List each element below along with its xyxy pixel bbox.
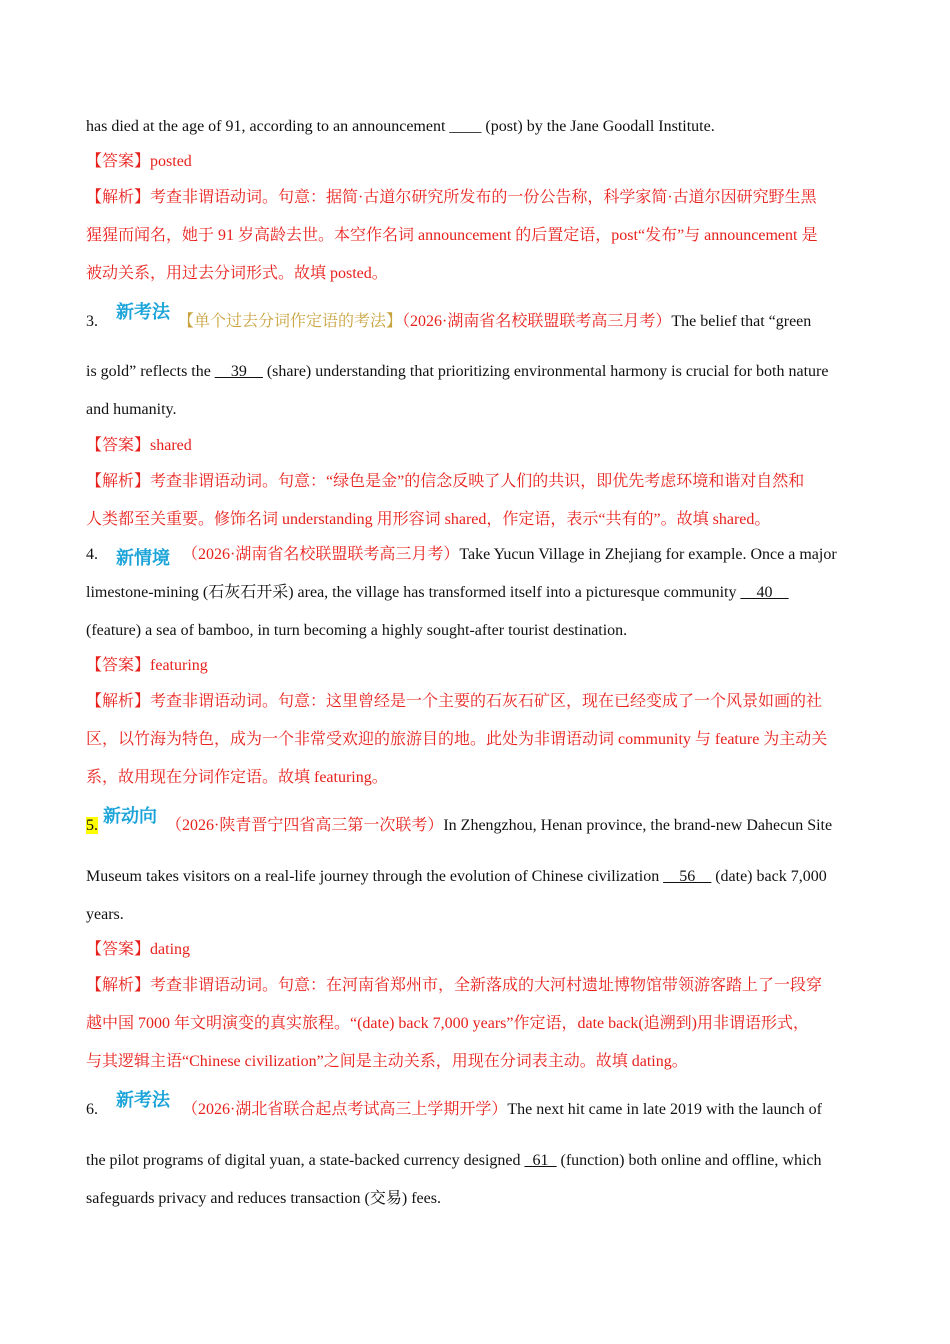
q6-text: the pilot programs of digital yuan, a state-backed currency designed (86, 1152, 525, 1169)
q5-answer (86, 940, 190, 960)
q3-answer (86, 436, 192, 456)
question-source: （2026·陕青晋宁四省高三第一次联考） (166, 817, 444, 834)
q4-answer (86, 656, 208, 676)
q3-line3: and humanity. (86, 401, 177, 418)
answer-value: posted (150, 153, 192, 170)
q4-analysis-2: 区，以竹海为特色，成为一个非常受欢迎的旅游目的地。此处为非谓语动词 community 与 feature 为主动关 (86, 731, 828, 748)
q3-line1 (86, 312, 811, 332)
q6-line3: safeguards privacy and reduces transaction (交易) fees. (86, 1190, 441, 1207)
question-tag: 【单个过去分词作定语的考法】 (178, 313, 403, 330)
q4-line3: (feature) a sea of bamboo, in turn becoming a highly sought-after tourist destination. (86, 622, 628, 639)
new-trend-badge: 新动向 (103, 802, 157, 828)
question-number: 3. (86, 313, 98, 330)
answer-blank: __40__ (740, 584, 789, 601)
question-source: （2026·湖南省名校联盟联考高三月考） (182, 546, 460, 563)
new-method-badge: 新考法 (116, 298, 170, 324)
q3-analysis-2: 人类都至关重要。修饰名词 understanding 用形容词 shared，作定语，表示“共有的”。故填 shared。 (86, 511, 771, 528)
q5-text: In Zhengzhou, Henan province, the brand-new Dahecun Site (443, 817, 833, 834)
q5-line3: years. (86, 906, 124, 923)
q2-text: has died at the age of 91, according to an announcement ____ (post) by the Jane Goodall Institute. (86, 118, 715, 135)
q3-analysis-1: 【解析】考查非谓语动词。句意：“绿色是金”的信念反映了人们的共识，即优先考虑环境和谐对自然和 (86, 473, 805, 490)
q3-line2 (86, 362, 828, 382)
q5-analysis-3: 与其逻辑主语“Chinese civilization”之间是主动关系，用现在分词表主动。故填 dating。 (86, 1053, 688, 1070)
q3-text: (share) understanding that prioritizing environmental harmony is crucial for both nature (262, 363, 829, 380)
q6-line1 (86, 1100, 822, 1120)
q2-analysis-2: 猩猩而闻名，她于 91 岁高龄去世。本空作名词 announcement 的后置定语，post“发布”与 announcement 是 (86, 227, 818, 244)
q5-text: Museum takes visitors on a real-life journey through the evolution of Chinese civilization (86, 868, 664, 885)
q5-text: (date) back 7,000 (711, 868, 827, 885)
q4-text: limestone-mining (石灰石开采) area, the village has transformed itself into a picturesque community (86, 584, 741, 601)
answer-label: 【答案】 (86, 153, 151, 170)
q5-line2 (86, 867, 827, 887)
q4-analysis-3: 系，故用现在分词作定语。故填 featuring。 (86, 769, 388, 786)
question-source: （2026·湖南省名校联盟联考高三月考） (402, 313, 672, 330)
q6-line2 (86, 1151, 822, 1171)
answer-label: 【答案】 (86, 941, 151, 958)
q2-analysis-1: 【解析】考查非谓语动词。句意：据简·古道尔研究所发布的一份公告称，科学家简·古道尔因研究野生黑 (86, 189, 817, 206)
q2-analysis-3: 被动关系，用过去分词形式。故填 posted。 (86, 265, 388, 282)
q3-text: The belief that “green (671, 313, 812, 330)
q5-analysis-1: 【解析】考查非谓语动词。句意：在河南省郑州市，全新落成的大河村遗址博物馆带领游客踏上了一段穿 (86, 977, 823, 994)
q2-answer (86, 152, 192, 172)
new-method-badge: 新考法 (116, 1086, 170, 1112)
q3-text: is gold” reflects the (86, 363, 215, 380)
answer-blank: __56__ (663, 868, 712, 885)
answer-label: 【答案】 (86, 657, 151, 674)
answer-value: shared (150, 437, 192, 454)
question-source: （2026·湖北省联合起点考试高三上学期开学） (182, 1101, 508, 1118)
q4-line2 (86, 583, 789, 603)
new-context-badge: 新情境 (116, 544, 170, 570)
q4-analysis-1: 【解析】考查非谓语动词。句意：这里曾经是一个主要的石灰石矿区，现在已经变成了一个风景如画的社 (86, 693, 823, 710)
question-number: 4. (86, 546, 98, 563)
answer-value: dating (150, 941, 191, 958)
q5-line1 (86, 816, 832, 836)
question-number: 5. (86, 817, 98, 834)
question-number: 6. (86, 1101, 98, 1118)
q6-text: The next hit came in late 2019 with the launch of (507, 1101, 822, 1118)
q4-line1 (86, 545, 837, 565)
answer-label: 【答案】 (86, 437, 151, 454)
q4-text: Take Yucun Village in Zhejiang for example. Once a major (459, 546, 837, 563)
answer-value: featuring (150, 657, 208, 674)
answer-blank: __39__ (214, 363, 263, 380)
q5-analysis-2: 越中国 7000 年文明演变的真实旅程。“(date) back 7,000 years”作定语，date back(追溯到)用非谓语形式， (86, 1015, 809, 1032)
answer-blank: _61_ (524, 1152, 557, 1169)
q6-text: (function) both online and offline, which (556, 1152, 822, 1169)
